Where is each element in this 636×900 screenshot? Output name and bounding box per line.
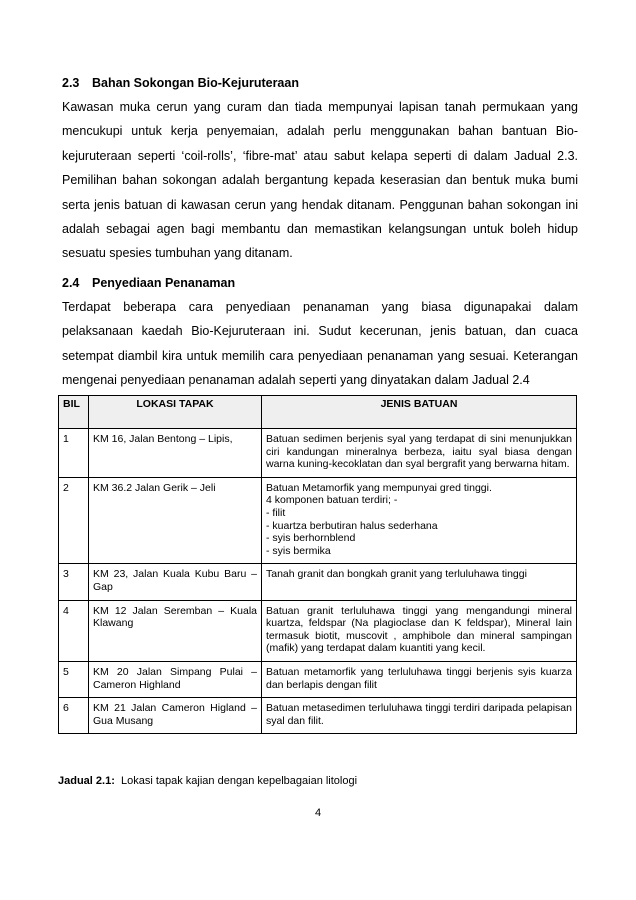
jenis-line: Batuan metamorfik yang terluluhawa tinggi berjenis syis kuarza dan berlapis dengan filit bbox=[266, 665, 572, 691]
cell-lokasi: KM 23, Jalan Kuala Kubu Baru – Gap bbox=[89, 564, 262, 600]
cell-jenis bbox=[262, 698, 577, 734]
jenis-line: Tanah granit dan bongkah granit yang terluluhawa tinggi bbox=[266, 568, 527, 581]
cell-jenis bbox=[262, 661, 577, 697]
header-jenis: JENIS BATUAN bbox=[262, 396, 577, 429]
cell-lokasi: KM 16, Jalan Bentong – Lipis, bbox=[89, 429, 262, 478]
table-header-row bbox=[59, 396, 577, 429]
cell-bil: 2 bbox=[59, 477, 89, 564]
cell-bil: 3 bbox=[59, 564, 89, 600]
lithology-table bbox=[58, 395, 577, 734]
jenis-line: Batuan sedimen berjenis syal yang terdapat di sini menunjukkan ciri kandungan mineralnya berbeza, iaitu syal biasa dengan warna kuning-kecoklatan dan syal bergrafit yang berwarna hitam. bbox=[266, 433, 572, 471]
cell-jenis bbox=[262, 564, 577, 600]
table-row bbox=[59, 477, 577, 564]
section-heading-2-4 bbox=[62, 276, 235, 290]
cell-jenis bbox=[262, 477, 577, 564]
table-caption bbox=[58, 775, 357, 787]
page-number: 4 bbox=[314, 807, 322, 819]
table-row bbox=[59, 600, 577, 661]
cell-lokasi: KM 12 Jalan Seremban – Kuala Klawang bbox=[89, 600, 262, 661]
cell-lokasi: KM 21 Jalan Cameron Higland – Gua Musang bbox=[89, 698, 262, 734]
cell-bil: 4 bbox=[59, 600, 89, 661]
jenis-line: - kuartza berbutiran halus sederhana bbox=[266, 519, 438, 532]
section-2-3-paragraph: Kawasan muka cerun yang curam dan tiada mempunyai lapisan tanah permukaan yang mencukupi untuk kerja penyemaian, adalah perlu menggunakan bahan bantuan Bio-kejuruteraan seperti ‘coil-rolls’, ‘fibre-mat’ atau sabut kelapa seperti di dalam Jadual 2.3. Pemilihan bahan sokongan adalah bergantung kepada keserasian dan bentuk muka bumi serta jenis batuan di kawasan cerun yang hendak ditanam. Penggunan bahan sokongan ini adalah sebagai agen bagi membantu dan memastikan kelangsungan untuk boleh hidup sesuatu spesies tumbuhan yang ditanam. bbox=[62, 100, 578, 261]
cell-lokasi: KM 36.2 Jalan Gerik – Jeli bbox=[89, 477, 262, 564]
section-title: Bahan Sokongan Bio-Kejuruteraan bbox=[92, 76, 299, 90]
section-heading-2-3 bbox=[62, 76, 299, 90]
jenis-line: 4 komponen batuan terdiri; - bbox=[266, 494, 398, 507]
section-title: Penyediaan Penanaman bbox=[92, 276, 236, 290]
jenis-line: - filit bbox=[266, 506, 286, 519]
section-2-4-paragraph: Terdapat beberapa cara penyediaan penanaman yang biasa digunapakai dalam pelaksanaan kaedah Bio-Kejuruteraan ini. Sudut kecerunan, jenis batuan, dan cuaca setempat diambil kira untuk memilih cara penyediaan penanaman yang sesuai. Keterangan mengenai penyediaan penanaman adalah seperti yang dinyatakan dalam Jadual 2.4 bbox=[62, 300, 578, 388]
header-bil: BIL bbox=[59, 396, 89, 429]
header-lokasi: LOKASI TAPAK bbox=[89, 396, 262, 429]
table-row bbox=[59, 661, 577, 697]
cell-bil: 1 bbox=[59, 429, 89, 478]
cell-bil: 6 bbox=[59, 698, 89, 734]
cell-lokasi: KM 20 Jalan Simpang Pulai – Cameron Highland bbox=[89, 661, 262, 697]
cell-jenis bbox=[262, 600, 577, 661]
cell-bil: 5 bbox=[59, 661, 89, 697]
caption-text: Lokasi tapak kajian dengan kepelbagaian litologi bbox=[120, 775, 358, 787]
section-number: 2.3 bbox=[62, 76, 80, 90]
jenis-line: - syis berhornblend bbox=[266, 532, 356, 545]
jenis-line: Batuan Metamorfik yang mempunyai gred tinggi. bbox=[266, 481, 492, 494]
jenis-line: - syis bermika bbox=[266, 544, 331, 557]
section-number: 2.4 bbox=[62, 276, 80, 290]
cell-jenis bbox=[262, 429, 577, 478]
jenis-line: Batuan granit terluluhawa tinggi yang mengandungi mineral kuartza, feldspar (Na plagioclase dan K feldspar), Mineral lain termasuk biotit, muscovit , amphibole dan mineral sampingan (mafik) yang terdapat dalam kuantiti yang kecil. bbox=[266, 604, 572, 655]
caption-label: Jadual 2.1: bbox=[58, 775, 115, 787]
table-row bbox=[59, 698, 577, 734]
jenis-line: Batuan metasedimen terluluhawa tinggi terdiri daripada pelapisan syal dan filit. bbox=[266, 702, 572, 727]
table-row bbox=[59, 564, 577, 600]
table-row bbox=[59, 429, 577, 478]
